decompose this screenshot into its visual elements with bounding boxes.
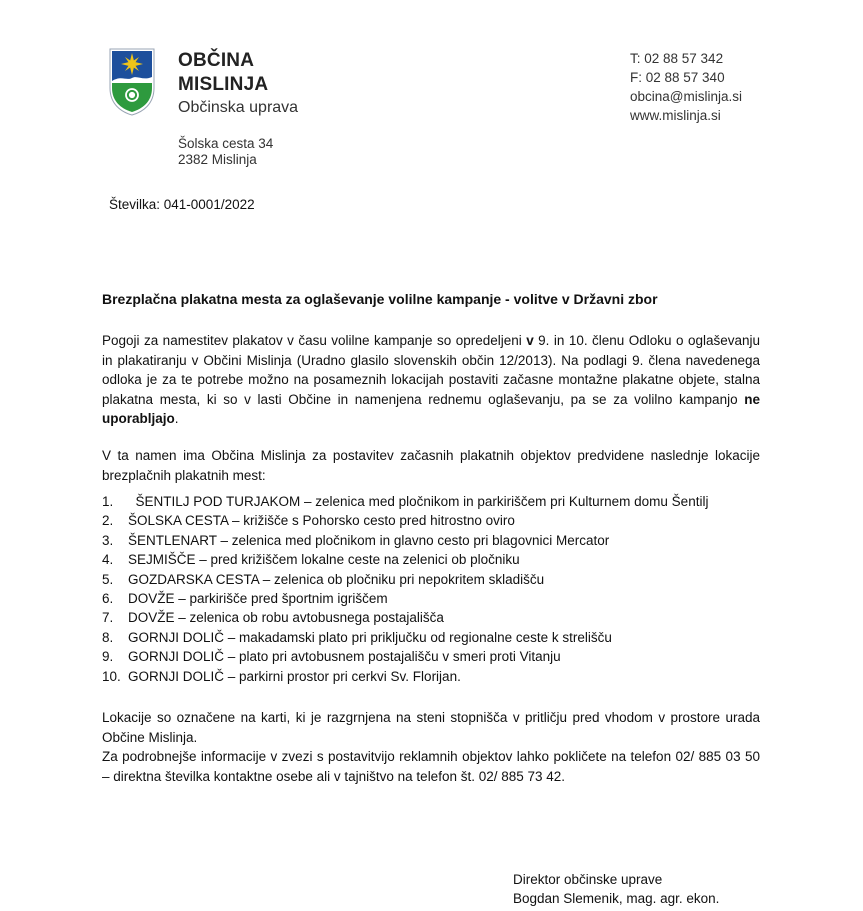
list-item — [102, 511, 762, 530]
contact-email[interactable]: obcina@mislinja.si — [630, 89, 742, 104]
paragraph-conditions-bold-v: v — [526, 333, 534, 348]
list-item-number: 9. — [102, 649, 114, 665]
list-item — [102, 608, 762, 627]
list-item — [102, 667, 762, 686]
list-item — [102, 492, 762, 511]
list-item-text: ŠENTLENART – zelenica med pločnikom in glavno cesto pri blagovnici Mercator — [128, 532, 610, 548]
list-item-text: ŠENTILJ POD TURJAKOM – zelenica med pločnikom in parkiriščem pri Kulturnem domu Šentilj — [128, 494, 709, 509]
paragraph-purpose: V ta namen ima Občina Mislinja za postavitev začasnih plakatnih objektov predvidene naslednje lokacije brezplačnih plakatnih mest: — [102, 448, 760, 483]
list-item-text: DOVŽE – zelenica ob robu avtobusnega postajališča — [128, 610, 444, 626]
org-name-line2: MISLINJA — [178, 74, 269, 95]
list-item — [102, 570, 762, 589]
contact-fax: F: 02 88 57 340 — [630, 70, 725, 85]
org-name-line1: OBČINA — [178, 50, 255, 71]
signature-name: Bogdan Slemenik, mag. agr. ekon. — [513, 891, 720, 906]
list-item — [102, 647, 762, 666]
list-item-text: ŠOLSKA CESTA – križišče s Pohorsko cesto pred hitrostno oviro — [128, 513, 515, 529]
list-item-number: 10. — [102, 668, 121, 684]
list-item-text: SEJMIŠČE – pred križiščem lokalne ceste na zelenici ob pločniku — [128, 552, 520, 568]
list-item-text: GORNJI DOLIČ – plato pri avtobusnem postajališču v smeri proti Vitanju — [128, 649, 561, 665]
list-item — [102, 550, 762, 569]
paragraph-conditions-bold-not-used: ne uporabljajo — [102, 391, 760, 426]
paragraph-conditions-end: . — [174, 411, 179, 426]
contact-phone: T: 02 88 57 342 — [630, 51, 724, 66]
paragraph-conditions-part-c: 9. in 10. členu Odloku o oglaševanju in plakatiranju v Občini Mislinja (Uradno glasilo slovenskih občin 12/2013). Na podlagi 9. člena navedenega odloka je za te potrebe možno na posameznih lokacijah postaviti začasne montažne plakatne objete, stalna plakatna mesta, ki so v lasti Občine in namenjena rednemu oglaševanju, pa se za volilno kampanjo — [102, 333, 760, 407]
document-title: Brezplačna plakatna mesta za oglaševanje volilne kampanje - volitve v Državni zbor — [102, 291, 658, 307]
list-item-number: 5. — [102, 571, 114, 587]
list-item-number: 3. — [102, 532, 114, 548]
list-item-text: GOZDARSKA CESTA – zelenica ob pločniku pri nepokritem skladišču — [128, 571, 545, 587]
paragraph-conditions — [102, 331, 760, 429]
paragraph-conditions-part-a: Pogoji za namestitev plakatov v času volilne kampanje so opredeljeni — [102, 333, 527, 348]
paragraph-map-info: Lokacije so označene na karti, ki je razgrnjena na steni stopnišča v pritličju pred vhodom v prostore urada Občine Mislinja. — [102, 710, 760, 745]
org-subtitle: Občinska uprava — [178, 99, 299, 116]
address-city: 2382 Mislinja — [178, 152, 257, 167]
list-item-number: 6. — [102, 591, 114, 607]
list-item — [102, 531, 762, 550]
document-number: Številka: 041-0001/2022 — [109, 197, 255, 212]
contact-website[interactable]: www.mislinja.si — [630, 108, 721, 123]
municipality-crest-logo — [109, 48, 155, 116]
paragraph-contact-info: Za podrobnejše informacije v zvezi s postavitvijo reklamnih objektov lahko pokličete na telefon 02/ 885 03 50 – direktna številka kontaktne osebe ali v tajništvo na telefon št. 02/ 885 73 42. — [102, 749, 760, 784]
list-item-text: GORNJI DOLIČ – makadamski plato pri priključku od regionalne ceste k strelišču — [128, 629, 612, 645]
list-item-number: 4. — [102, 552, 114, 568]
signature-title: Direktor občinske uprave — [513, 872, 663, 887]
locations-list — [102, 492, 762, 686]
list-item-number: 2. — [102, 513, 114, 529]
list-item — [102, 589, 762, 608]
address-street: Šolska cesta 34 — [178, 136, 274, 151]
list-item-number: 8. — [102, 629, 114, 645]
list-item-text: GORNJI DOLIČ – parkirni prostor pri cerkvi Sv. Florijan. — [128, 668, 461, 684]
list-item-number: 7. — [102, 610, 114, 626]
list-item-text: DOVŽE – parkirišče pred športnim igriščem — [128, 591, 388, 607]
list-item — [102, 628, 762, 647]
list-item-number: 1. — [102, 494, 114, 509]
